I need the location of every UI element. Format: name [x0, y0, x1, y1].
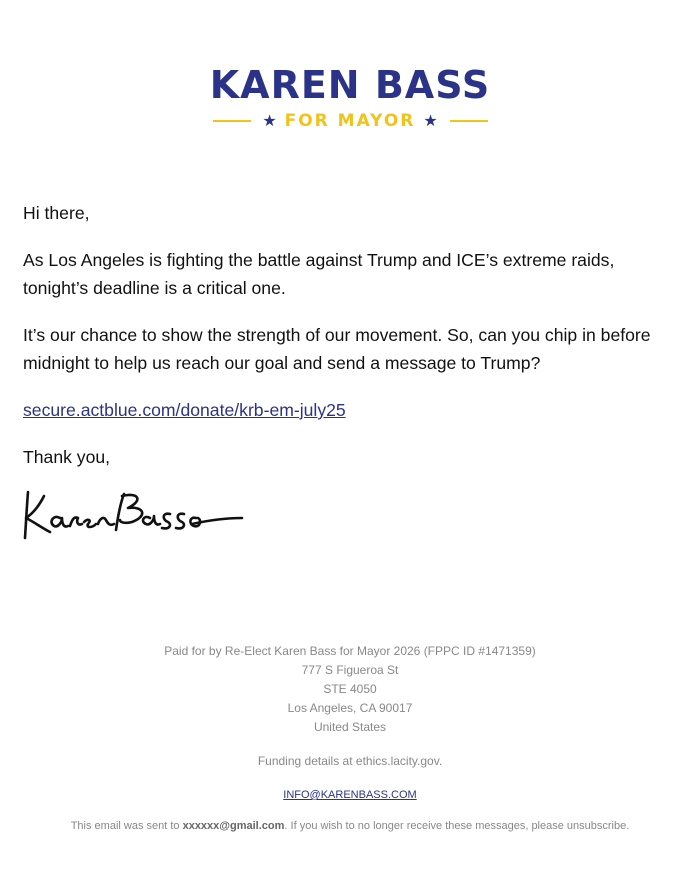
star-icon: ★	[423, 111, 438, 130]
sent-prefix: This email was sent to	[70, 820, 183, 832]
contact-email-link[interactable]: INFO@KARENBASS.COM	[283, 789, 417, 801]
address-line: 777 S Figueroa St	[301, 663, 399, 677]
email-footer	[0, 642, 700, 836]
logo-subtitle-row	[213, 110, 488, 132]
paid-for-disclaimer: Paid for by Re-Elect Karen Bass for Mayor 2026 (FPPC ID #1471359)	[164, 644, 536, 658]
logo-divider-left	[213, 120, 251, 122]
logo-divider-right	[450, 120, 488, 122]
sent-suffix: . If you wish to no longer receive these messages, please unsubscribe.	[284, 820, 630, 832]
donate-link[interactable]: secure.actblue.com/donate/krb-em-july25	[23, 400, 346, 420]
contact-email-row	[0, 786, 700, 805]
address-line: STE 4050	[323, 682, 377, 696]
unsubscribe-notice	[0, 817, 700, 836]
signoff: Thank you,	[23, 447, 111, 467]
address-line: United States	[313, 720, 387, 734]
body-paragraph: It’s our chance to show the strength of our movement. So, can you chip in before midnight to help us reach our goal and send a message to Trump?	[23, 325, 651, 373]
donate-link-row	[23, 396, 683, 424]
logo-subtitle-group	[253, 110, 448, 132]
body-paragraph: As Los Angeles is fighting the battle against Trump and ICE’s extreme raids, tonight’s deadline is a critical one.	[23, 250, 615, 298]
logo-title: KAREN BASS	[209, 63, 491, 107]
signature-karen-bass	[20, 482, 250, 546]
logo-subtitle: FOR MAYOR	[284, 111, 416, 131]
address-line: Los Angeles, CA 90017	[287, 701, 413, 715]
funding-details: Funding details at ethics.lacity.gov.	[257, 754, 443, 768]
greeting: Hi there,	[23, 203, 90, 223]
signature-image	[20, 482, 250, 546]
star-icon: ★	[262, 111, 277, 130]
email-body	[23, 199, 683, 490]
recipient-email: xxxxxx@gmail.com	[182, 820, 285, 832]
campaign-logo	[0, 62, 700, 132]
